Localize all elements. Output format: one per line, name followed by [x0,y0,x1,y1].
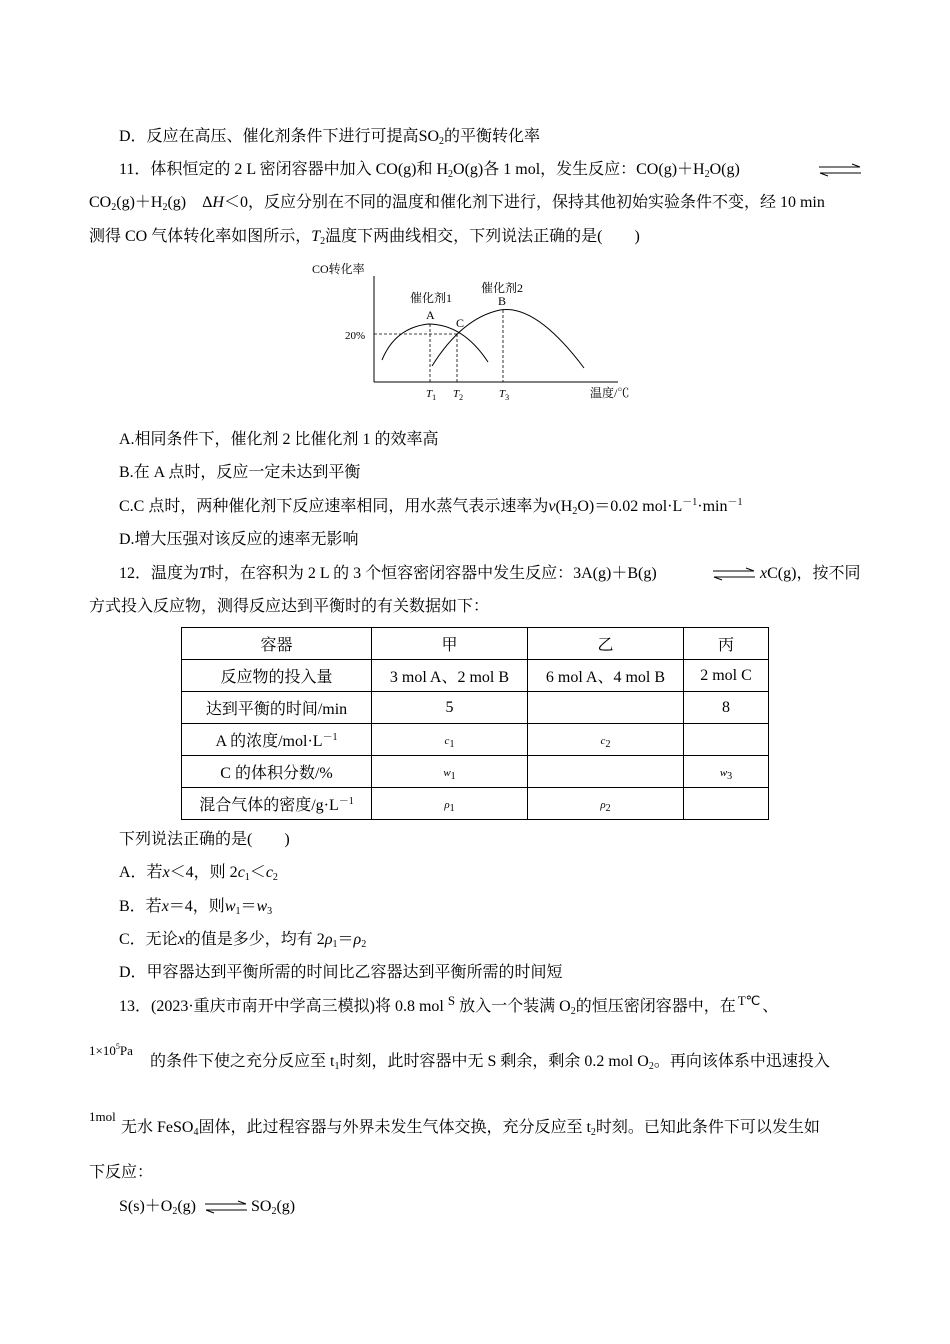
text: 、 [762,998,779,1015]
equilibrium-arrow-icon [818,163,862,182]
text: c [444,734,450,747]
text: 12．温度为 [119,565,200,582]
text: c [600,734,606,747]
q12-option-c [119,929,366,951]
text: 固体，此过程容器与外界未发生气体交换，充分反应至 t [198,1119,591,1136]
text: O(g) [709,161,740,178]
x-tick-t1: $T_1$ [426,388,437,402]
q10-option-d-tail: 的平衡转化率 [444,128,541,145]
reaction-equation-product [251,1196,295,1218]
text: 。再向该体系中迅速投入 [653,1053,830,1070]
equilibrium-data-table [181,627,769,820]
q10-option-d [119,126,540,148]
subscript: 2 [605,738,611,750]
point-b-label: B [498,294,507,308]
subscript: 2 [111,202,117,213]
q12-prompt: 下列说法正确的是( ) [119,831,290,848]
subscript: 2 [605,802,611,814]
superscript: －1 [322,732,338,743]
table-cell [372,756,528,788]
text: w [256,898,268,915]
text: (H [555,498,573,515]
table-cell: 6 mol A、4 mol B [528,660,684,692]
text: ＝ [337,931,354,948]
table-cell [182,724,372,756]
text: (g) [177,1198,196,1215]
text: A 的浓度/mol·L [215,733,323,750]
table-cell [684,756,769,788]
text: x [161,898,169,915]
inline-formula-temperature: T℃ [737,993,761,1008]
equilibrium-arrow-icon [712,567,756,586]
table-cell [182,788,372,820]
text: 时刻，此时容器中无 S 剩余，剩余 0.2 mol O [339,1053,649,1070]
text: (g) [276,1198,296,1215]
text: 混合气体的密度/g·L [199,797,339,814]
superscript: －1 [727,497,743,508]
table-cell [528,724,684,756]
q12-option-d: D．甲容器达到平衡所需的时间比乙容器达到平衡所需的时间短 [119,964,563,981]
text: B．若 [119,898,162,915]
table-cell: 达到平衡的时间/min [182,692,372,724]
table-cell [372,788,528,820]
text: 放入一个装满 O [459,998,571,1015]
series-catalyst2 [432,309,584,368]
q13-stem-line1 [119,993,779,1018]
table-header-cell: 容器 [182,628,372,660]
q12-stem-line1-tail [760,563,860,585]
text: 的值是多少，均有 2 [184,931,325,948]
subscript: 2 [172,1206,178,1217]
subscript: 2 [704,169,710,180]
text: ＜0，反应分别在不同的温度和催化剂下进行，保持其他初始实验条件不变，经 10 min [223,194,825,211]
q12-option-a [119,862,278,884]
text: c [237,864,245,881]
text: ρ [444,798,450,811]
text: c [265,864,273,881]
x-tick-t3: $T_3$ [499,388,510,402]
text: x [760,565,768,582]
x-axis-label: 温度/℃ [590,386,630,400]
table-header-cell: 乙 [528,628,684,660]
label-catalyst2: 催化剂2 [481,281,524,295]
table-cell: 8 [684,692,769,724]
table-row [182,756,769,788]
subscript: 2 [361,939,367,950]
text: (g)＋H [116,194,163,211]
q12-stem-line2: 方式投入反应物，测得反应达到平衡时的有关数据如下： [89,598,490,615]
subscript: 1 [235,906,241,917]
subscript: 1 [332,939,338,950]
text: ＜4，则 2 [169,864,238,881]
text: C．无论 [119,931,178,948]
text: CO [89,194,112,211]
subscript: 2 [162,202,168,213]
co-conversion-chart [300,256,640,406]
text: C(g)，按不同 [767,565,861,582]
text: 无水 FeSO [121,1119,194,1136]
text: x [162,864,170,881]
y-tick-20: 20% [345,330,366,342]
text: Pa [119,1043,133,1058]
subscript: 3 [727,770,733,782]
subscript: 2 [572,506,578,517]
table-row [182,724,769,756]
series-catalyst1 [382,324,488,362]
q11-option-c [119,496,742,518]
text: v [548,498,556,515]
text: T [311,228,321,245]
label-catalyst1: 催化剂1 [410,291,453,305]
table-row [182,660,769,692]
text: SO [251,1198,272,1215]
text: O)＝0.02 mol·L [577,498,683,515]
text: 温度下两曲线相交，下列说法正确的是( ) [325,228,640,245]
table-row [182,692,769,724]
equilibrium-arrow-icon [204,1200,248,1219]
inline-formula-s: S [447,993,456,1008]
q11-option-b: B.在 A 点时，反应一定未达到平衡 [119,464,361,481]
point-c-label: C [456,316,465,330]
table-header-cell: 丙 [684,628,769,660]
text: 时，在容积为 2 L 的 3 个恒容密闭容器中发生反应：3A(g)＋B(g) [207,565,657,582]
subscript: 2 [439,136,445,147]
q11-stem-line1 [119,159,740,181]
table-cell [528,788,684,820]
subscript: 1 [450,770,456,782]
text: x [177,931,185,948]
text: (g) Δ [167,194,213,211]
table-cell: 5 [372,692,528,724]
text: A．若 [119,864,163,881]
text: w [443,766,451,779]
reaction-equation [119,1196,196,1218]
text: ＜ [249,864,266,881]
subscript: 1 [244,872,250,883]
q10-option-d-text: D．反应在高压、催化剂条件下进行可提高 [119,128,419,145]
table-cell: 3 mol A、2 mol B [372,660,528,692]
table-cell [684,788,769,820]
text: T [199,565,208,582]
text: ρ [353,931,362,948]
text: w [719,766,728,779]
q11-option-a: A.相同条件下，催化剂 2 比催化剂 1 的效率高 [119,431,439,448]
q12-stem-line1 [119,563,657,585]
subscript: 2 [448,169,454,180]
text: ρ [324,931,333,948]
subscript: 1 [449,802,455,814]
text: C.C 点时，两种催化剂下反应速率相同，用水蒸气表示速率为 [119,498,549,515]
y-axis-label: CO转化率 [312,262,365,276]
text: ·min [697,498,728,515]
superscript: 5 [115,1042,120,1051]
text: ρ [600,798,606,811]
q11-stem-line2 [89,192,825,214]
subscript: 3 [267,906,273,917]
text: w [224,898,236,915]
text: 11．体积恒定的 2 L 密闭容器中加入 CO(g)和 H [119,161,449,178]
q11-stem-line3 [89,226,640,248]
table-header-cell: 甲 [372,628,528,660]
text: 13．(2023·重庆市南开中学高三模拟)将 0.8 mol [119,998,444,1015]
inline-formula-amount: 1mol [89,1109,116,1124]
text: ＝ [240,898,257,915]
superscript: －1 [682,497,698,508]
text: S(s)＋O [119,1198,173,1215]
table-cell: 反应物的投入量 [182,660,372,692]
table-row [182,788,769,820]
q13-stem-line2 [150,1051,830,1073]
text: 测得 CO 气体转化率如图所示， [89,228,312,245]
table-cell [684,724,769,756]
q12-option-b [119,896,272,918]
subscript: 2 [272,872,278,883]
point-a-label: A [426,308,435,322]
superscript: －1 [338,796,354,807]
formula-so: SO [418,128,440,145]
subscript: 2 [570,1006,576,1017]
subscript: 1 [449,738,455,750]
table-cell: 2 mol C [684,660,769,692]
x-tick-t2: $T_2$ [453,388,464,402]
subscript: 2 [648,1061,654,1072]
subscript: 2 [271,1206,277,1217]
text: H [212,194,224,211]
text: 的条件下使之充分反应至 t [150,1053,335,1070]
text: 时刻。已知此条件下可以发生如 [595,1119,820,1136]
subscript: 1 [334,1061,340,1072]
table-cell [528,692,684,724]
table-cell [528,756,684,788]
q13-stem-line3 [121,1117,820,1139]
text: O(g)各 1 mol，发生反应：CO(g)＋H [453,161,705,178]
q11-option-d: D.增大压强对该反应的速率无影响 [119,531,359,548]
table-header-row [182,628,769,660]
q13-stem-line4: 下反应： [89,1164,154,1181]
text: 1×10 [89,1043,116,1058]
subscript: 2 [590,1127,596,1138]
subscript: 2 [320,236,326,247]
inline-formula-pressure [89,1040,133,1062]
table-cell [372,724,528,756]
text: ＝4，则 [168,898,225,915]
subscript: 4 [193,1127,199,1138]
text: 的恒压密闭容器中，在 [575,998,736,1015]
table-cell: C 的体积分数/% [182,756,372,788]
